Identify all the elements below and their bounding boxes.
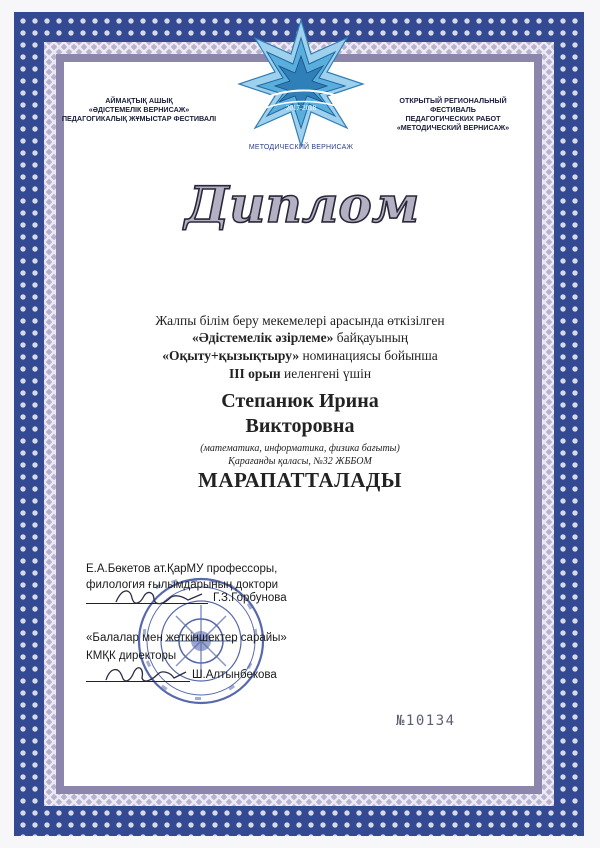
competition-name-line	[90, 330, 510, 346]
competition-intro: Жалпы білім беру мекемелері арасында өткізілген	[155, 313, 445, 328]
header-russian-festival	[378, 96, 528, 132]
header-left-line: «ӘДІСТЕМЕЛІК ВЕРНИСАЖ»	[88, 105, 190, 114]
header-right-line: ФЕСТИВАЛЬ	[430, 105, 476, 114]
competition-name: «Әдістемелік әзірлеме»	[191, 330, 334, 345]
place-value: ІІІ орын	[228, 366, 281, 381]
header-right-line: ОТКРЫТЫЙ РЕГИОНАЛЬНЫЙ	[399, 96, 507, 105]
logo-caption: МЕТОДИЧЕСКИЙ ВЕРНИСАЖ	[248, 144, 354, 151]
handwritten-signature	[100, 660, 190, 688]
recipient-name: Степанюк Ирина	[221, 390, 379, 412]
signer2-title-line2: КМҚК директоры	[86, 650, 177, 662]
place-suffix: иеленгені үшін	[280, 366, 372, 381]
award-word: МАРАПАТТАЛАДЫ	[198, 468, 402, 492]
header-left-line: АЙМАҚТЫҚ АШЫҚ	[105, 96, 173, 105]
nomination-suffix: номинациясы бойынша	[299, 348, 438, 363]
nomination-name: «Оқыту+қызықтыру»	[162, 348, 300, 363]
signer1-title-line1: Е.А.Бөкетов ат.ҚарМУ профессоры,	[86, 563, 278, 575]
title-text: Диплом	[184, 175, 420, 234]
signer1-title-line2: филология ғылымдарының доктори	[86, 579, 279, 591]
festival-star-logo	[222, 14, 380, 154]
serial-number: №10134	[396, 713, 456, 729]
competition-suffix: байқауының	[333, 330, 409, 345]
header-kazakh-festival	[54, 96, 224, 123]
recipient-patronymic: Викторовна	[245, 415, 355, 437]
nomination-line	[90, 348, 510, 364]
school-note: Қарағанды қаласы, №32 ЖББОМ	[228, 456, 372, 467]
diploma-title	[180, 168, 420, 242]
signer1-name: Г.З.Горбунова	[213, 592, 287, 604]
header-right-line: ПЕДАГОГИЧЕСКИХ РАБОТ	[405, 114, 501, 123]
header-right-line: «МЕТОДИЧЕСКИЙ ВЕРНИСАЖ»	[396, 123, 510, 132]
subjects-note: (математика, информатика, физика бағыты)	[200, 443, 400, 454]
header-left-line: ПЕДАГОГИКАЛЫҚ ЖҰМЫСТАР ФЕСТИВАЛІ	[61, 114, 217, 123]
place-line	[90, 366, 510, 382]
logo-years: 2017-2018	[285, 104, 317, 112]
signer2-title-line1: «Балалар мен жеткіншектер сарайы»	[86, 632, 287, 644]
handwritten-signature	[108, 584, 208, 610]
signer2-name: Ш.Алтынбекова	[192, 669, 277, 681]
